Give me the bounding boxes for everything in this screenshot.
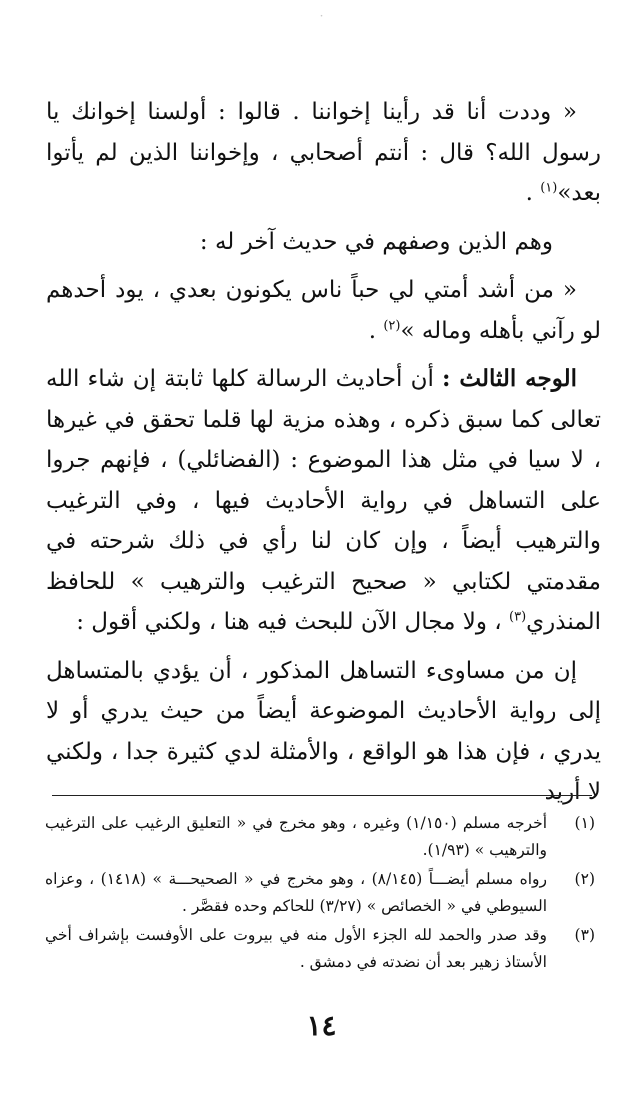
footnote-number: (١)	[574, 814, 595, 832]
paragraph-another-hadith-intro	[46, 222, 601, 263]
paragraph-text: إن من مساوىء التساهل المذكور ، أن يؤدي بالمتساهل إلى رواية الأحاديث الموضوعة أيضاً من حيث يدري أو لا يدري ، فإن هذا هو الواقع ، والأمثلة لدي كثيرة جدا ، ولكني لا أريد	[46, 657, 601, 805]
paragraph-text: « وددت أنا قد رأينا إخواننا . قالوا : أولسنا إخوانك يا رسول الله؟ قال : أنتم أصحابي ، وإخواننا الذين لم يأتوا بعد»	[46, 99, 601, 206]
section-heading: الوجه الثالث :	[442, 365, 577, 392]
paragraph-hadith-brothers	[46, 92, 601, 214]
footnote-1	[45, 810, 595, 864]
footnote-2	[45, 866, 595, 920]
footnote-text: رواه مسلم أيضـــاً (٨/١٤٥) ، وهو مخرج في « الصحيحـــة » (١٤١٨) ، وعزاه السيوطي في « الخصائص » (٣/٢٧) للحاكم وحده فقصَّر .	[45, 870, 547, 915]
paragraph-end: .	[368, 317, 384, 344]
paragraph-text: أن أحاديث الرسالة كلها ثابتة إن شاء الله تعالى كما سبق ذكره ، وهذه مزية لها قلما تحقق في غيرها ، لا سيا في مثل هذا الموضوع : (الفضائلي) ، فإنهم جروا على التساهل في رواية الأحاديث فيها ، وفي الترغيب والترهيب أيضاً ، وإن كان لنا رأي في ذلك شرحته في مقدمتي لكتابي « صحيح الترغيب والترهيب » للحافظ المنذري	[46, 366, 602, 635]
main-text	[46, 92, 601, 813]
footnote-3	[45, 922, 595, 976]
footnote-ref-2[interactable]: (٢)	[383, 317, 401, 333]
paragraph-third-aspect	[46, 359, 601, 643]
paragraph-text: « من أشد أمتي لي حباً ناس يكونون بعدي ، يود أحدهم لو رآني بأهله وماله »	[46, 277, 601, 344]
footnotes	[45, 810, 595, 978]
paragraph-text: وهم الذين وصفهم في حديث آخر له :	[199, 228, 553, 255]
footnote-ref-1[interactable]: (١)	[540, 180, 558, 196]
paragraph-end: .	[525, 180, 541, 206]
footnote-number: (٢)	[574, 870, 595, 888]
paragraph-text-continued: ، ولا مجال الآن للبحث فيه هنا ، ولكني أقول :	[76, 609, 510, 635]
footnote-ref-3[interactable]: (٣)	[509, 609, 527, 625]
footnote-divider	[52, 795, 592, 796]
footnote-text: أخرجه مسلم (١/١٥٠) وغيره ، وهو مخرج في « التعليق الرغيب على الترغيب والترهيب » (١/٩٣).	[45, 814, 547, 859]
footnote-number: (٣)	[574, 926, 595, 944]
footnote-text: وقد صدر والحمد لله الجزء الأول منه في بيروت على الأوفست بإشراف أخي الأستاذ زهير بعد أن نضدته في دمشق .	[45, 926, 547, 971]
paragraph-leniency	[46, 651, 601, 813]
top-mark: ·	[319, 9, 324, 23]
paragraph-hadith-love	[46, 270, 601, 351]
page-number: ١٤	[306, 1009, 337, 1042]
